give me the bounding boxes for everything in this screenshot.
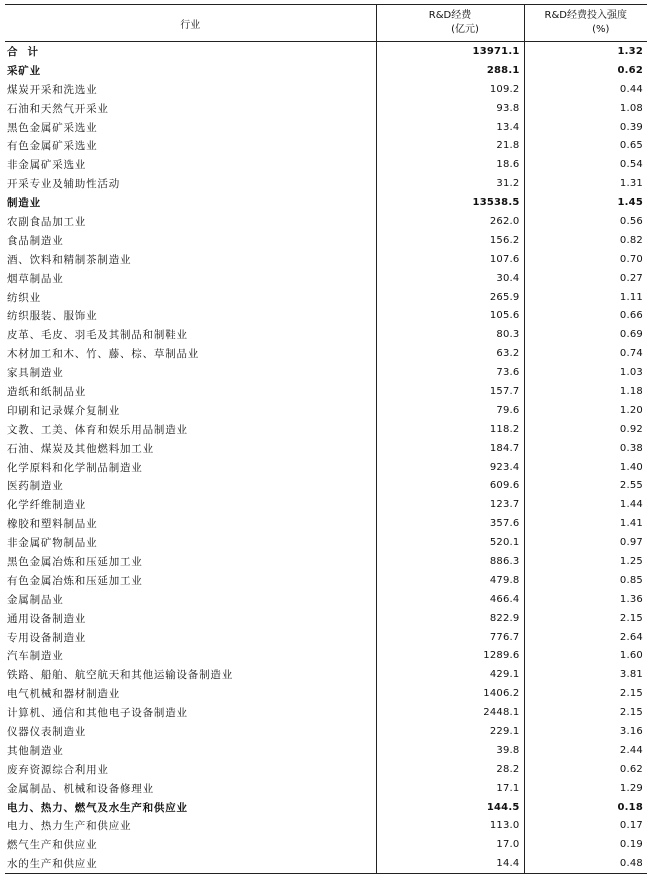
expenditure-cell: 13.4 [376,118,524,137]
table-row [5,439,647,458]
intensity-cell: 0.54 [524,155,647,174]
expenditure-cell: 39.8 [376,741,524,760]
table-row [5,476,647,495]
expenditure-cell: 31.2 [376,174,524,193]
table-row [5,552,647,571]
expenditure-cell: 93.8 [376,99,524,118]
industry-name-cell: 农副食品加工业 [7,215,87,228]
table-row [5,817,647,836]
industry-name-cell: 石油、煤炭及其他燃料加工业 [7,442,154,455]
expenditure-cell: 80.3 [376,325,524,344]
intensity-cell: 1.25 [524,552,647,571]
table-row [5,155,647,174]
expenditure-cell: 466.4 [376,590,524,609]
table-row [5,798,647,817]
intensity-cell: 0.62 [524,760,647,779]
intensity-cell: 2.15 [524,684,647,703]
table-body [5,42,647,874]
intensity-cell: 1.11 [524,288,647,307]
table-row [5,401,647,420]
intensity-cell: 0.62 [524,61,647,80]
header-expenditure-unit: (亿元) [451,24,479,35]
industry-name-cell: 木材加工和木、竹、藤、棕、草制品业 [7,348,200,361]
intensity-cell: 0.92 [524,420,647,439]
expenditure-cell: 107.6 [376,250,524,269]
table-row [5,288,647,307]
rd-expenditure-table [5,4,647,874]
intensity-cell: 0.38 [524,439,647,458]
expenditure-cell: 18.6 [376,155,524,174]
industry-name-cell: 酒、饮料和精制茶制造业 [7,253,132,266]
expenditure-cell: 79.6 [376,401,524,420]
intensity-cell: 2.55 [524,476,647,495]
intensity-cell: 1.08 [524,99,647,118]
table-row [5,779,647,798]
intensity-cell: 0.70 [524,250,647,269]
intensity-cell: 0.56 [524,212,647,231]
industry-name-cell: 造纸和纸制品业 [7,385,87,398]
expenditure-cell: 123.7 [376,495,524,514]
expenditure-cell: 229.1 [376,722,524,741]
industry-name-cell: 有色金属矿采选业 [7,140,98,153]
table-row [5,609,647,628]
table-row [5,722,647,741]
intensity-cell: 1.44 [524,495,647,514]
header-expenditure-label: R&D经费 [428,10,472,21]
table-row [5,684,647,703]
intensity-cell: 0.74 [524,344,647,363]
table-row [5,118,647,137]
expenditure-cell: 923.4 [376,458,524,477]
industry-name-cell: 化学纤维制造业 [7,499,87,512]
intensity-cell: 1.18 [524,382,647,401]
industry-name-cell: 非金属矿采选业 [7,159,87,172]
industry-name-cell: 黑色金属冶炼和压延加工业 [7,555,143,568]
table-row [5,628,647,647]
expenditure-cell: 156.2 [376,231,524,250]
table-row [5,212,647,231]
intensity-cell: 1.40 [524,458,647,477]
industry-name-cell: 计算机、通信和其他电子设备制造业 [7,707,188,720]
intensity-cell: 2.44 [524,741,647,760]
industry-name-cell: 采矿业 [7,64,41,77]
table-row [5,420,647,439]
industry-name-cell: 皮革、毛皮、羽毛及其制品和制鞋业 [7,329,188,342]
table-row [5,80,647,99]
expenditure-cell: 21.8 [376,136,524,155]
industry-name-cell: 电气机械和器材制造业 [7,688,120,701]
intensity-cell: 0.69 [524,325,647,344]
table-row [5,344,647,363]
industry-name-cell: 食品制造业 [7,234,64,247]
table-row [5,174,647,193]
expenditure-cell: 17.1 [376,779,524,798]
industry-name-cell: 石油和天然气开采业 [7,102,109,115]
expenditure-cell: 13971.1 [376,42,524,61]
expenditure-cell: 144.5 [376,798,524,817]
table-row [5,495,647,514]
expenditure-cell: 822.9 [376,609,524,628]
industry-name-cell: 煤炭开采和洗选业 [7,83,98,96]
industry-name-cell: 医药制造业 [7,480,64,493]
industry-name-cell: 水的生产和供应业 [5,854,376,873]
header-industry: 行业 [5,5,376,42]
industry-name-cell: 纺织业 [7,291,41,304]
industry-name-cell: 仪器仪表制造业 [7,726,87,738]
industry-name-cell: 烟草制品业 [7,272,64,285]
table-header [5,5,647,42]
intensity-cell: 0.19 [524,835,647,854]
table-row [5,306,647,325]
intensity-cell: 0.39 [524,118,647,137]
expenditure-cell: 265.9 [376,288,524,307]
industry-name-cell: 通用设备制造业 [7,612,87,625]
table-row [5,835,647,854]
table-row [5,231,647,250]
intensity-cell: 0.48 [524,854,647,873]
industry-name-cell: 化学原料和化学制品制造业 [7,461,143,474]
intensity-cell: 3.16 [524,722,647,741]
expenditure-cell: 262.0 [376,212,524,231]
table-row [5,665,647,684]
header-expenditure [376,5,524,42]
table-row [5,533,647,552]
expenditure-cell: 357.6 [376,514,524,533]
intensity-cell: 1.29 [524,779,647,798]
expenditure-cell: 118.2 [376,420,524,439]
expenditure-cell: 1406.2 [376,684,524,703]
industry-name-cell: 制造业 [7,197,41,210]
industry-name-cell: 其他制造业 [7,744,64,757]
table-row [5,325,647,344]
expenditure-cell: 13538.5 [376,193,524,212]
intensity-cell: 0.27 [524,269,647,288]
table-row [5,571,647,590]
industry-name-cell: 汽车制造业 [7,650,64,663]
intensity-cell: 2.15 [524,703,647,722]
expenditure-cell: 520.1 [376,533,524,552]
industry-name-cell: 印刷和记录媒介复制业 [7,404,120,417]
table-row [5,61,647,80]
table-row [5,136,647,155]
expenditure-cell: 886.3 [376,552,524,571]
industry-name-cell: 有色金属冶炼和压延加工业 [7,574,143,587]
table-row [5,382,647,401]
expenditure-cell: 157.7 [376,382,524,401]
table-row [5,854,647,873]
industry-name-cell: 电力、热力生产和供应业 [7,820,132,833]
table-row [5,703,647,722]
industry-name-cell: 专用设备制造业 [7,631,87,644]
table-row [5,42,647,61]
intensity-cell: 0.65 [524,136,647,155]
intensity-cell: 2.64 [524,628,647,647]
industry-name-cell: 开采专业及辅助性活动 [7,178,120,191]
expenditure-cell: 288.1 [376,61,524,80]
table-row [5,250,647,269]
industry-name-cell: 燃气生产和供应业 [7,839,98,852]
expenditure-cell: 105.6 [376,306,524,325]
industry-name-cell: 黑色金属矿采选业 [7,121,98,134]
industry-name-cell: 金属制品业 [7,593,64,606]
intensity-cell: 0.44 [524,80,647,99]
expenditure-cell: 1289.6 [376,647,524,666]
intensity-cell: 1.36 [524,590,647,609]
expenditure-cell: 429.1 [376,665,524,684]
table-row [5,458,647,477]
header-intensity [524,5,647,42]
intensity-cell: 1.60 [524,647,647,666]
industry-name-cell: 文教、工美、体育和娱乐用品制造业 [7,423,188,436]
intensity-cell: 1.20 [524,401,647,420]
industry-name-cell: 铁路、船舶、航空航天和其他运输设备制造业 [7,669,233,682]
intensity-cell: 0.82 [524,231,647,250]
intensity-cell: 3.81 [524,665,647,684]
intensity-cell: 0.97 [524,533,647,552]
expenditure-cell: 28.2 [376,760,524,779]
table-row [5,269,647,288]
expenditure-cell: 63.2 [376,344,524,363]
table-row [5,760,647,779]
table-row [5,363,647,382]
industry-name-cell: 金属制品、机械和设备修理业 [7,782,154,795]
intensity-cell: 1.41 [524,514,647,533]
intensity-cell: 2.15 [524,609,647,628]
intensity-cell: 1.32 [524,42,647,61]
expenditure-cell: 776.7 [376,628,524,647]
expenditure-cell: 14.4 [376,854,524,873]
industry-name-cell: 废弃资源综合利用业 [7,763,109,776]
expenditure-cell: 113.0 [376,817,524,836]
industry-name-cell: 纺织服装、服饰业 [7,310,98,323]
table-row [5,193,647,212]
industry-name-cell: 家具制造业 [7,367,64,380]
intensity-cell: 0.66 [524,306,647,325]
industry-name-cell: 合计 [7,45,48,58]
header-intensity-unit: (%) [592,24,610,35]
intensity-cell: 1.45 [524,193,647,212]
intensity-cell: 1.03 [524,363,647,382]
expenditure-cell: 184.7 [376,439,524,458]
table-row [5,647,647,666]
table-row [5,99,647,118]
expenditure-cell: 109.2 [376,80,524,99]
industry-name-cell: 电力、热力、燃气及水生产和供应业 [7,801,188,814]
table-row [5,590,647,609]
intensity-cell: 0.17 [524,817,647,836]
expenditure-cell: 73.6 [376,363,524,382]
table-row [5,741,647,760]
expenditure-cell: 2448.1 [376,703,524,722]
expenditure-cell: 609.6 [376,476,524,495]
intensity-cell: 0.18 [524,798,647,817]
header-intensity-label: R&D经费投入强度 [544,10,627,21]
expenditure-cell: 30.4 [376,269,524,288]
intensity-cell: 0.85 [524,571,647,590]
table-row [5,514,647,533]
expenditure-cell: 17.0 [376,835,524,854]
expenditure-cell: 479.8 [376,571,524,590]
intensity-cell: 1.31 [524,174,647,193]
industry-name-cell: 橡胶和塑料制品业 [7,518,98,531]
industry-name-cell: 非金属矿物制品业 [7,537,98,550]
